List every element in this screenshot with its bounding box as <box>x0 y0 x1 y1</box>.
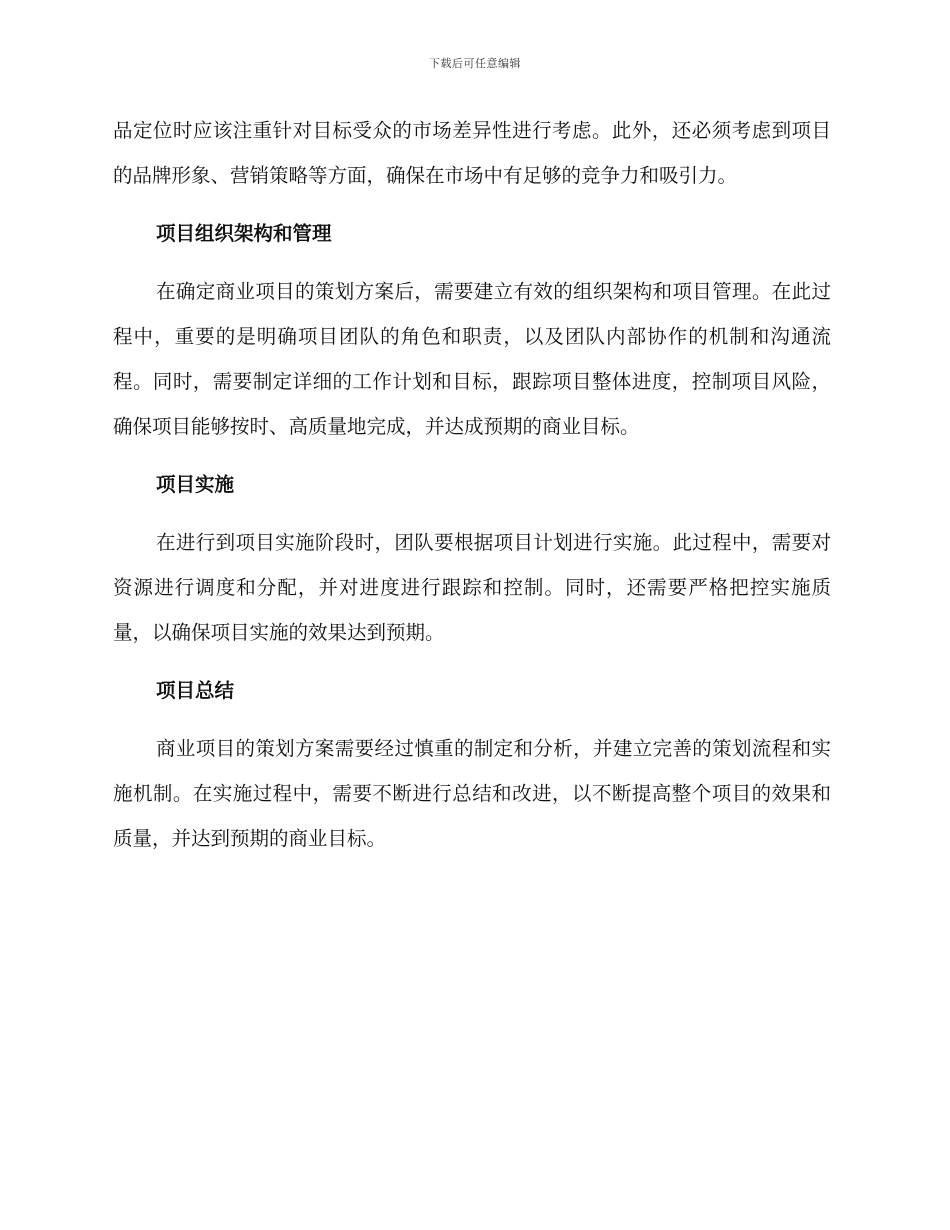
section-heading-organization: 项目组织架构和管理 <box>156 222 332 245</box>
section-body-summary: 商业项目的策划方案需要经过慎重的制定和分析，并建立完善的策划流程和实施机制。在实施过程中，需要不断进行总结和改进，以不断提高整个项目的效果和质量，并达到预期的商业目标。 <box>113 737 831 850</box>
document-body <box>113 108 831 874</box>
section-body-organization: 在确定商业项目的策划方案后，需要建立有效的组织架构和项目管理。在此过程中，重要的是明确项目团队的角色和职责，以及团队内部协作的机制和沟通流程。同时，需要制定详细的工作计划和目标，跟踪项目整体进度，控制项目风险，确保项目能够按时、高质量地完成，并达成预期的商业目标。 <box>113 280 831 438</box>
section-heading-implementation: 项目实施 <box>156 473 235 496</box>
intro-paragraph: 品定位时应该注重针对目标受众的市场差异性进行考虑。此外，还必须考虑到项目的品牌形象、营销策略等方面，确保在市场中有足够的竞争力和吸引力。 <box>113 119 831 187</box>
section-body-implementation: 在进行到项目实施阶段时，团队要根据项目计划进行实施。此过程中，需要对资源进行调度和分配，并对进度进行跟踪和控制。同时，还需要严格把控实施质量，以确保项目实施的效果达到预期。 <box>113 531 831 644</box>
section-heading-summary: 项目总结 <box>156 679 235 702</box>
header-note: 下载后可任意编辑 <box>429 57 521 70</box>
